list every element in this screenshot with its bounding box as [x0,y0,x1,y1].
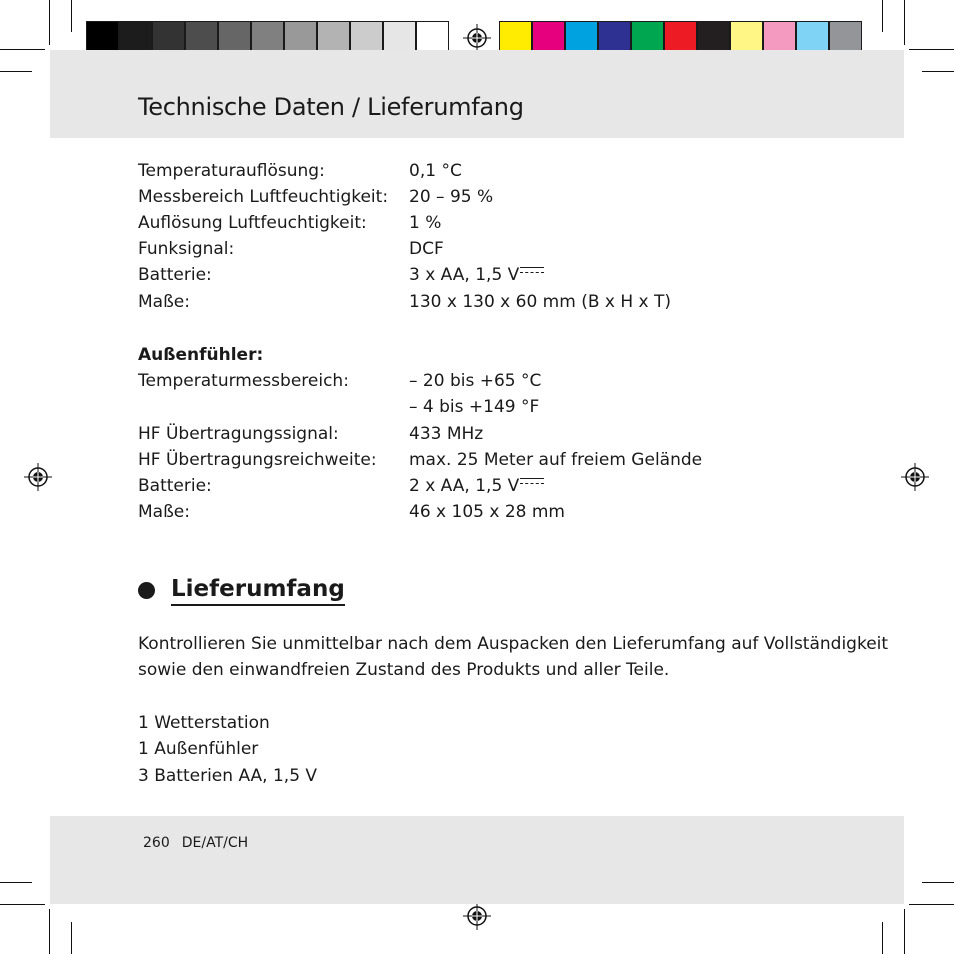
spec-label: Temperaturmessbereich: [138,371,349,391]
registration-mark-icon [463,24,491,52]
spec-label: HF Übertragungsreichweite: [138,450,377,470]
registration-mark-icon [901,463,929,491]
spec-value: 433 MHz [409,424,484,444]
spec-value-battery [409,262,544,288]
dc-voltage-icon [520,478,544,488]
intro-paragraph-line: sowie den einwandfreien Zustand des Produkts und aller Teile. [138,660,670,680]
intro-paragraph-line: Kontrollieren Sie unmittelbar nach dem Auspacken den Lieferumfang auf Vollständigkeit [138,634,889,654]
registration-mark-icon [24,463,52,491]
spec-label: Funksignal: [138,239,235,259]
list-item: 1 Außenfühler [138,739,259,759]
list-item: 3 Batterien AA, 1,5 V [138,766,318,786]
crop-mark [909,49,954,50]
spec-value: 0,1 °C [409,161,462,181]
crop-mark [909,904,954,905]
battery-value-text: 3 x AA, 1,5 V [409,265,520,285]
crop-mark [904,0,905,45]
spec-value: 1 % [409,213,442,233]
bullet-icon [138,582,155,599]
crop-mark [49,909,50,954]
spec-value: max. 25 Meter auf freiem Gelände [409,450,703,470]
spec-value: 130 x 130 x 60 mm (B x H x T) [409,292,672,312]
page-footer [143,835,248,851]
crop-mark [0,882,32,883]
crop-mark [49,0,50,45]
page-title: Technische Daten / Lieferumfang [138,93,524,121]
battery-value-text: 2 x AA, 1,5 V [409,476,520,496]
crop-mark [71,0,72,32]
registration-mark-icon [463,902,491,930]
spec-label: Batterie: [138,476,212,496]
page-number: 260 [143,835,170,851]
crop-mark [904,909,905,954]
spec-label: Auflösung Luftfeuchtigkeit: [138,213,367,233]
crop-mark [71,922,72,954]
spec-value: 46 x 105 x 28 mm [409,502,565,522]
spec-label: Maße: [138,502,190,522]
spec-label: Messbereich Luftfeuchtigkeit: [138,187,389,207]
crop-mark [922,882,954,883]
footer-band [50,816,904,904]
crop-mark [882,922,883,954]
crop-mark [0,71,32,72]
dc-voltage-icon [520,267,544,277]
spec-label: Batterie: [138,265,212,285]
spec-label: Maße: [138,292,190,312]
crop-mark [922,71,954,72]
spec-value: DCF [409,239,444,259]
region-label: DE/AT/CH [181,835,249,851]
spec-value: – 20 bis +65 °C [409,371,542,391]
spec-value-battery [409,473,544,499]
spec-value: 20 – 95 % [409,187,494,207]
crop-mark [0,49,45,50]
section-heading [138,574,345,606]
section-title: Lieferumfang [171,575,345,606]
crop-mark [882,0,883,32]
spec-value: – 4 bis +149 °F [409,397,540,417]
outdoor-sensor-heading: Außenfühler: [138,345,264,365]
spec-label: HF Übertragungssignal: [138,424,339,444]
crop-mark [0,904,45,905]
spec-label: Temperaturauflösung: [138,161,325,181]
list-item: 1 Wetterstation [138,713,270,733]
